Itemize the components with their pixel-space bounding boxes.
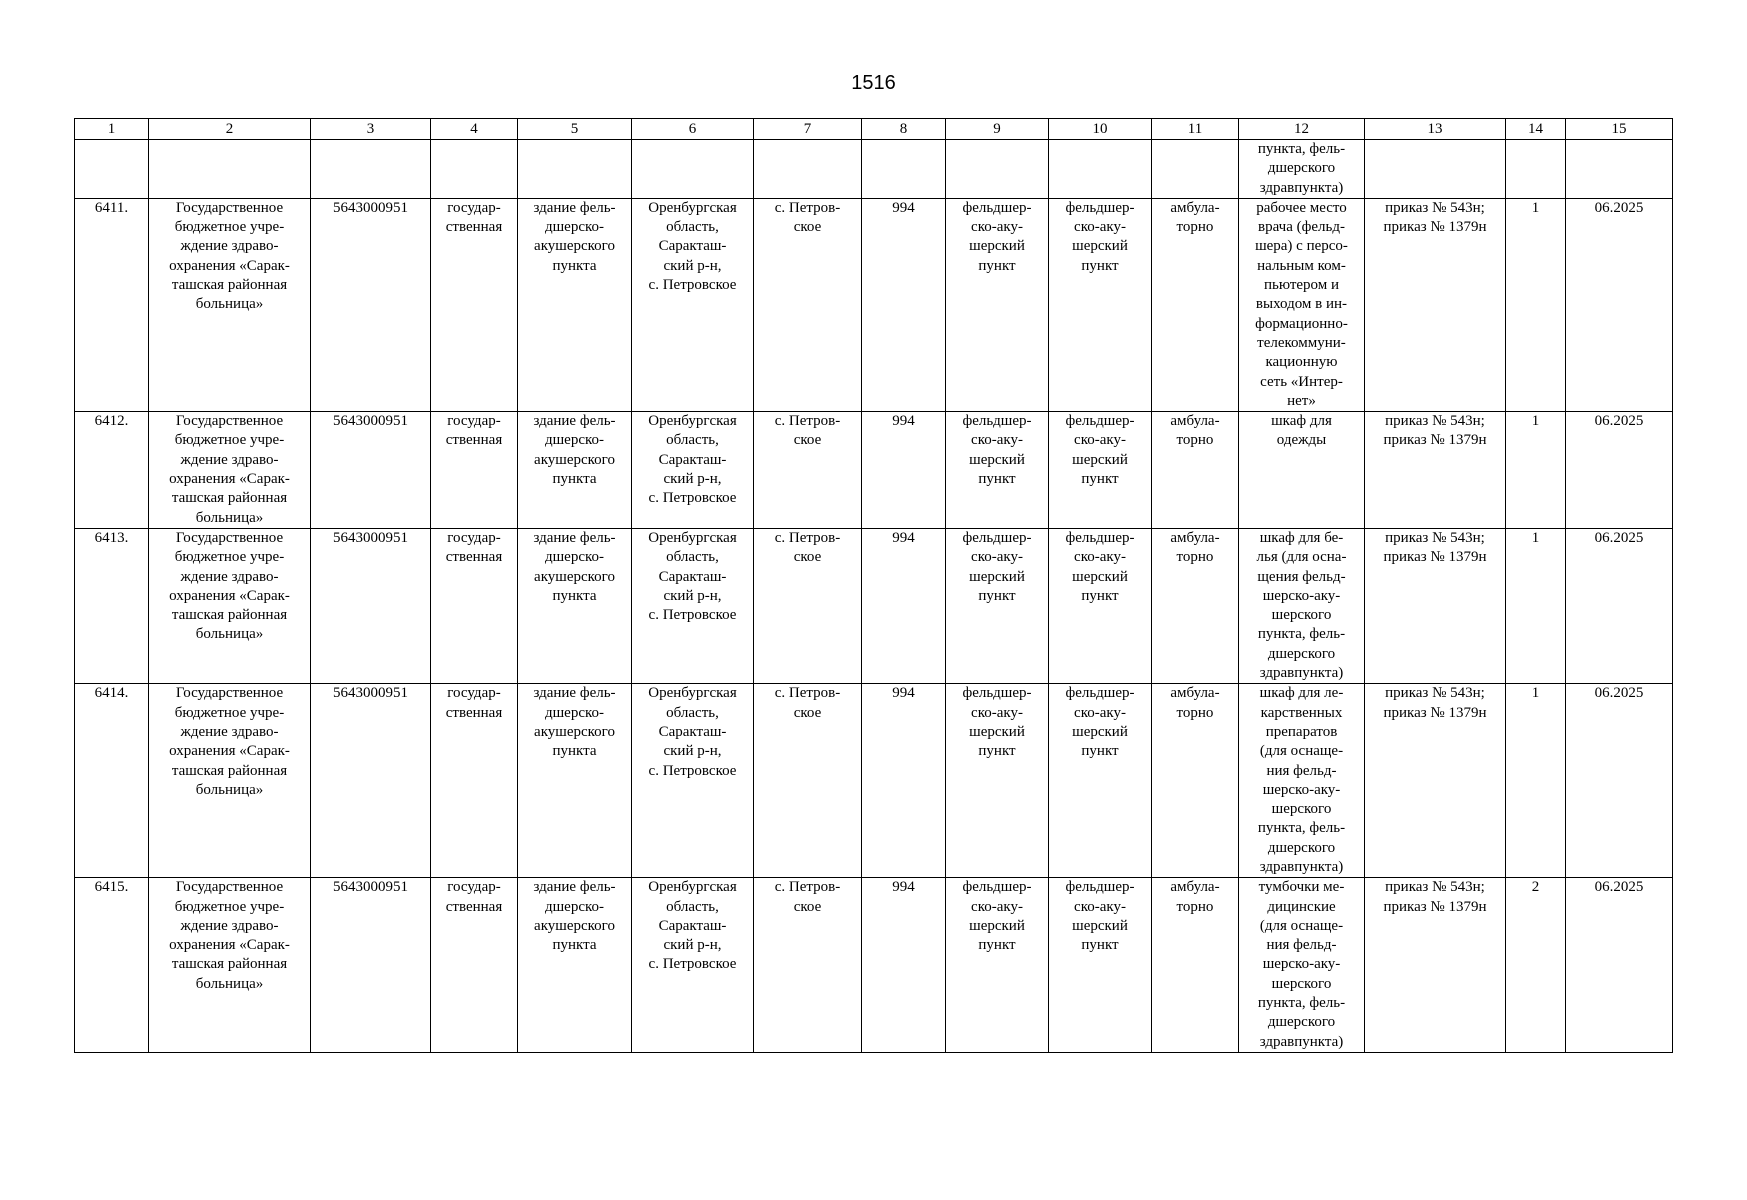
column-header: 5 xyxy=(518,119,632,140)
cell-unit-type: фельдшер- ско-аку- шерский пункт xyxy=(946,412,1049,529)
cell-care-mode: амбула- торно xyxy=(1152,198,1239,411)
cell-unit-type: фельдшер- ско-аку- шерский пункт xyxy=(946,198,1049,411)
cell-region: Оренбургская область, Саракташ- ский р-н, с. Петровское xyxy=(632,198,754,411)
cell-row-number: 6413. xyxy=(75,528,149,683)
continuation-row xyxy=(75,140,1673,199)
column-header: 14 xyxy=(1506,119,1566,140)
cell-equipment: шкаф для бе- лья (для осна- щения фельд- шерско-аку- шерского пункта, фель- дшерского здравпункта) xyxy=(1239,528,1365,683)
cell-equipment: шкаф для ле- карственных препаратов (для оснаще- ния фельд- шерско-аку- шерского пункта, фель- дшерского здравпункта) xyxy=(1239,684,1365,878)
cell-care-mode: амбула- торно xyxy=(1152,684,1239,878)
cell-empty xyxy=(431,140,518,199)
cell-row-number: 6411. xyxy=(75,198,149,411)
table-row xyxy=(75,412,1673,529)
cell-locality: с. Петров- ское xyxy=(754,528,862,683)
cell-inn: 5643000951 xyxy=(311,198,431,411)
cell-empty xyxy=(1365,140,1506,199)
cell-inn: 5643000951 xyxy=(311,878,431,1053)
cell-empty xyxy=(946,140,1049,199)
column-header: 4 xyxy=(431,119,518,140)
column-number-row xyxy=(75,119,1673,140)
cell-care-mode: амбула- торно xyxy=(1152,412,1239,529)
cell-locality: с. Петров- ское xyxy=(754,198,862,411)
cell-locality: с. Петров- ское xyxy=(754,412,862,529)
column-header: 7 xyxy=(754,119,862,140)
cell-row-number: 6412. xyxy=(75,412,149,529)
table-row xyxy=(75,198,1673,411)
cell-unit-type: фельдшер- ско-аку- шерский пункт xyxy=(946,878,1049,1053)
table-row xyxy=(75,878,1673,1053)
cell-organization: Государственное бюджетное учре- ждение здраво- охранения «Сарак- ташская районная больница» xyxy=(149,528,311,683)
cell-equipment-continued: пункта, фель- дшерского здравпункта) xyxy=(1239,140,1365,199)
cell-order: приказ № 543н; приказ № 1379н xyxy=(1365,878,1506,1053)
cell-building: здание фель- дшерско- акушерского пункта xyxy=(518,198,632,411)
cell-region: Оренбургская область, Саракташ- ский р-н, с. Петровское xyxy=(632,878,754,1053)
cell-empty xyxy=(1152,140,1239,199)
cell-quantity: 1 xyxy=(1506,684,1566,878)
cell-empty xyxy=(1566,140,1673,199)
cell-quantity: 2 xyxy=(1506,878,1566,1053)
column-header: 2 xyxy=(149,119,311,140)
cell-organization: Государственное бюджетное учре- ждение здраво- охранения «Сарак- ташская районная больница» xyxy=(149,684,311,878)
column-header: 6 xyxy=(632,119,754,140)
cell-empty xyxy=(754,140,862,199)
cell-building: здание фель- дшерско- акушерского пункта xyxy=(518,412,632,529)
cell-locality: с. Петров- ское xyxy=(754,684,862,878)
cell-quantity: 1 xyxy=(1506,412,1566,529)
column-header: 15 xyxy=(1566,119,1673,140)
cell-code: 994 xyxy=(862,684,946,878)
cell-region: Оренбургская область, Саракташ- ский р-н, с. Петровское xyxy=(632,412,754,529)
cell-region: Оренбургская область, Саракташ- ский р-н, с. Петровское xyxy=(632,684,754,878)
cell-equipment: тумбочки ме- дицинские (для оснаще- ния фельд- шерско-аку- шерского пункта, фель- дшерского здравпункта) xyxy=(1239,878,1365,1053)
page-number: 1516 xyxy=(851,72,896,94)
cell-order: приказ № 543н; приказ № 1379н xyxy=(1365,198,1506,411)
cell-unit-name: фельдшер- ско-аку- шерский пункт xyxy=(1049,684,1152,878)
cell-unit-name: фельдшер- ско-аку- шерский пункт xyxy=(1049,528,1152,683)
cell-code: 994 xyxy=(862,528,946,683)
cell-locality: с. Петров- ское xyxy=(754,878,862,1053)
column-header: 9 xyxy=(946,119,1049,140)
cell-ownership: государ- ственная xyxy=(431,684,518,878)
column-header: 8 xyxy=(862,119,946,140)
cell-empty xyxy=(75,140,149,199)
cell-inn: 5643000951 xyxy=(311,684,431,878)
cell-empty xyxy=(632,140,754,199)
cell-organization: Государственное бюджетное учре- ждение здраво- охранения «Сарак- ташская районная больница» xyxy=(149,198,311,411)
table-row xyxy=(75,684,1673,878)
cell-empty xyxy=(1506,140,1566,199)
equipment-register-table xyxy=(74,118,1673,1053)
cell-inn: 5643000951 xyxy=(311,412,431,529)
column-header: 13 xyxy=(1365,119,1506,140)
cell-ownership: государ- ственная xyxy=(431,412,518,529)
cell-date: 06.2025 xyxy=(1566,528,1673,683)
cell-building: здание фель- дшерско- акушерского пункта xyxy=(518,528,632,683)
cell-region: Оренбургская область, Саракташ- ский р-н, с. Петровское xyxy=(632,528,754,683)
table-row xyxy=(75,528,1673,683)
cell-empty xyxy=(311,140,431,199)
cell-inn: 5643000951 xyxy=(311,528,431,683)
cell-empty xyxy=(862,140,946,199)
cell-unit-type: фельдшер- ско-аку- шерский пункт xyxy=(946,528,1049,683)
cell-empty xyxy=(149,140,311,199)
cell-order: приказ № 543н; приказ № 1379н xyxy=(1365,412,1506,529)
cell-date: 06.2025 xyxy=(1566,198,1673,411)
cell-quantity: 1 xyxy=(1506,198,1566,411)
cell-row-number: 6415. xyxy=(75,878,149,1053)
cell-row-number: 6414. xyxy=(75,684,149,878)
cell-care-mode: амбула- торно xyxy=(1152,878,1239,1053)
cell-equipment: рабочее место врача (фельд- шера) с персо- нальным ком- пьютером и выходом в ин- формационно- телекоммуни- кационную сеть «Интер- нет» xyxy=(1239,198,1365,411)
cell-unit-name: фельдшер- ско-аку- шерский пункт xyxy=(1049,878,1152,1053)
cell-unit-name: фельдшер- ско-аку- шерский пункт xyxy=(1049,198,1152,411)
cell-empty xyxy=(1049,140,1152,199)
cell-code: 994 xyxy=(862,198,946,411)
cell-code: 994 xyxy=(862,878,946,1053)
cell-organization: Государственное бюджетное учре- ждение здраво- охранения «Сарак- ташская районная больница» xyxy=(149,878,311,1053)
cell-empty xyxy=(518,140,632,199)
cell-unit-type: фельдшер- ско-аку- шерский пункт xyxy=(946,684,1049,878)
column-header: 1 xyxy=(75,119,149,140)
cell-ownership: государ- ственная xyxy=(431,198,518,411)
cell-ownership: государ- ственная xyxy=(431,878,518,1053)
cell-date: 06.2025 xyxy=(1566,878,1673,1053)
cell-care-mode: амбула- торно xyxy=(1152,528,1239,683)
column-header: 12 xyxy=(1239,119,1365,140)
cell-order: приказ № 543н; приказ № 1379н xyxy=(1365,528,1506,683)
cell-equipment: шкаф для одежды xyxy=(1239,412,1365,529)
column-header: 3 xyxy=(311,119,431,140)
cell-quantity: 1 xyxy=(1506,528,1566,683)
column-header: 11 xyxy=(1152,119,1239,140)
cell-code: 994 xyxy=(862,412,946,529)
cell-order: приказ № 543н; приказ № 1379н xyxy=(1365,684,1506,878)
cell-building: здание фель- дшерско- акушерского пункта xyxy=(518,878,632,1053)
cell-date: 06.2025 xyxy=(1566,684,1673,878)
cell-ownership: государ- ственная xyxy=(431,528,518,683)
cell-building: здание фель- дшерско- акушерского пункта xyxy=(518,684,632,878)
cell-date: 06.2025 xyxy=(1566,412,1673,529)
cell-unit-name: фельдшер- ско-аку- шерский пункт xyxy=(1049,412,1152,529)
cell-organization: Государственное бюджетное учре- ждение здраво- охранения «Сарак- ташская районная больница» xyxy=(149,412,311,529)
column-header: 10 xyxy=(1049,119,1152,140)
